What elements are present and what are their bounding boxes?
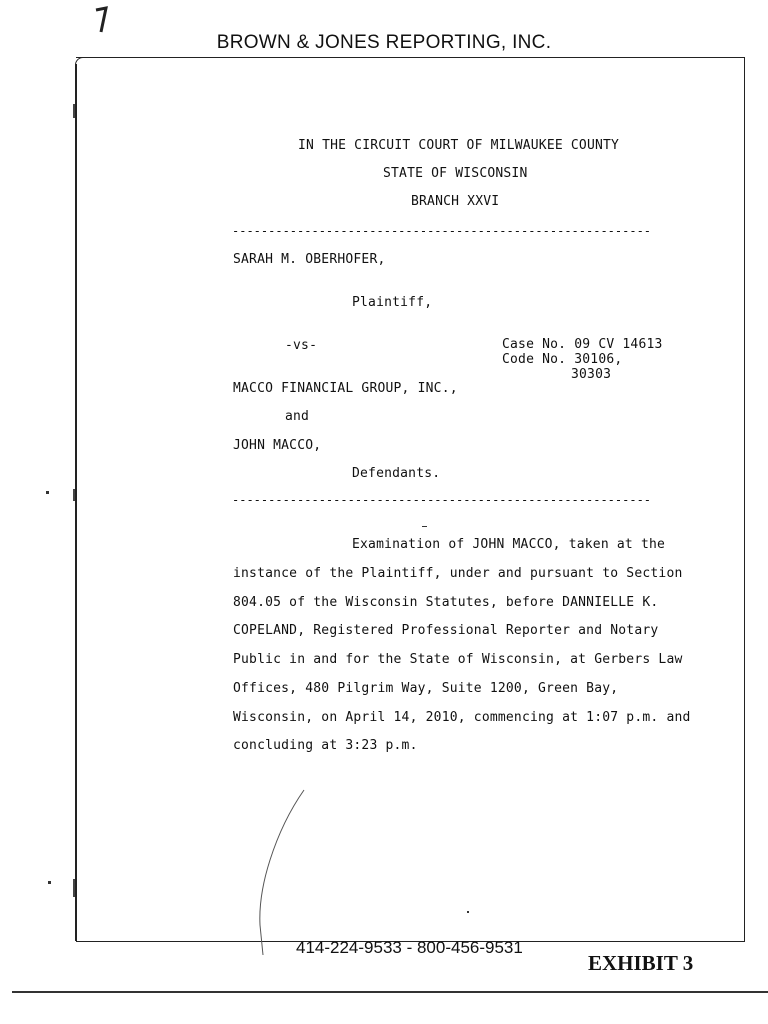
body-line-7: Wisconsin, on April 14, 2010, commencing at 1:07 p.m. and — [233, 710, 691, 725]
separator-bottom: ---------------------------------------------------------- — [232, 493, 652, 507]
body-line-5: Public in and for the State of Wisconsin, at Gerbers Law — [233, 652, 683, 667]
body-line-3: 804.05 of the Wisconsin Statutes, before DANNIELLE K. — [233, 595, 659, 610]
phone-numbers: 414-224-9533 - 800-456-9531 — [296, 938, 523, 957]
body-line-1: Examination of JOHN MACCO, taken at the — [352, 537, 666, 552]
letterhead: BROWN & JONES REPORTING, INC. — [216, 32, 552, 53]
scan-speck-4 — [422, 526, 427, 527]
versus-label: -vs- — [285, 338, 318, 353]
case-number: Case No. 09 CV 14613 — [502, 337, 663, 352]
body-line-6: Offices, 480 Pilgrim Way, Suite 1200, Green Bay, — [233, 681, 619, 696]
scan-mark-2 — [73, 489, 75, 501]
court-line-1: IN THE CIRCUIT COURT OF MILWAUKEE COUNTY — [298, 138, 620, 153]
court-line-3: BRANCH XXVI — [411, 194, 500, 209]
separator-top: ---------------------------------------------------------- — [232, 224, 652, 238]
body-line-8: concluding at 3:23 p.m. — [233, 738, 418, 753]
scan-speck-1 — [46, 491, 49, 494]
plaintiff-role: Plaintiff, — [352, 295, 433, 310]
code-number-2: 30303 — [571, 367, 612, 382]
plaintiff-name: SARAH M. OBERHOFER, — [233, 252, 386, 267]
court-line-2: STATE OF WISCONSIN — [383, 166, 528, 181]
scan-speck-2 — [48, 881, 51, 884]
defendant-2: JOHN MACCO, — [233, 438, 322, 453]
bottom-rule — [12, 991, 768, 993]
body-line-4: COPELAND, Registered Professional Reporter and Notary — [233, 623, 659, 638]
body-line-2: instance of the Plaintiff, under and pursuant to Section — [233, 566, 683, 581]
defendant-role: Defendants. — [352, 466, 441, 481]
scan-mark-1 — [73, 104, 75, 118]
code-number: Code No. 30106, — [502, 352, 623, 367]
scan-mark-3 — [73, 879, 75, 897]
exhibit-label: EXHIBIT 3 — [588, 951, 694, 975]
and-label: and — [285, 409, 310, 424]
scan-speck-3 — [467, 911, 469, 913]
defendant-1: MACCO FINANCIAL GROUP, INC., — [233, 381, 458, 396]
